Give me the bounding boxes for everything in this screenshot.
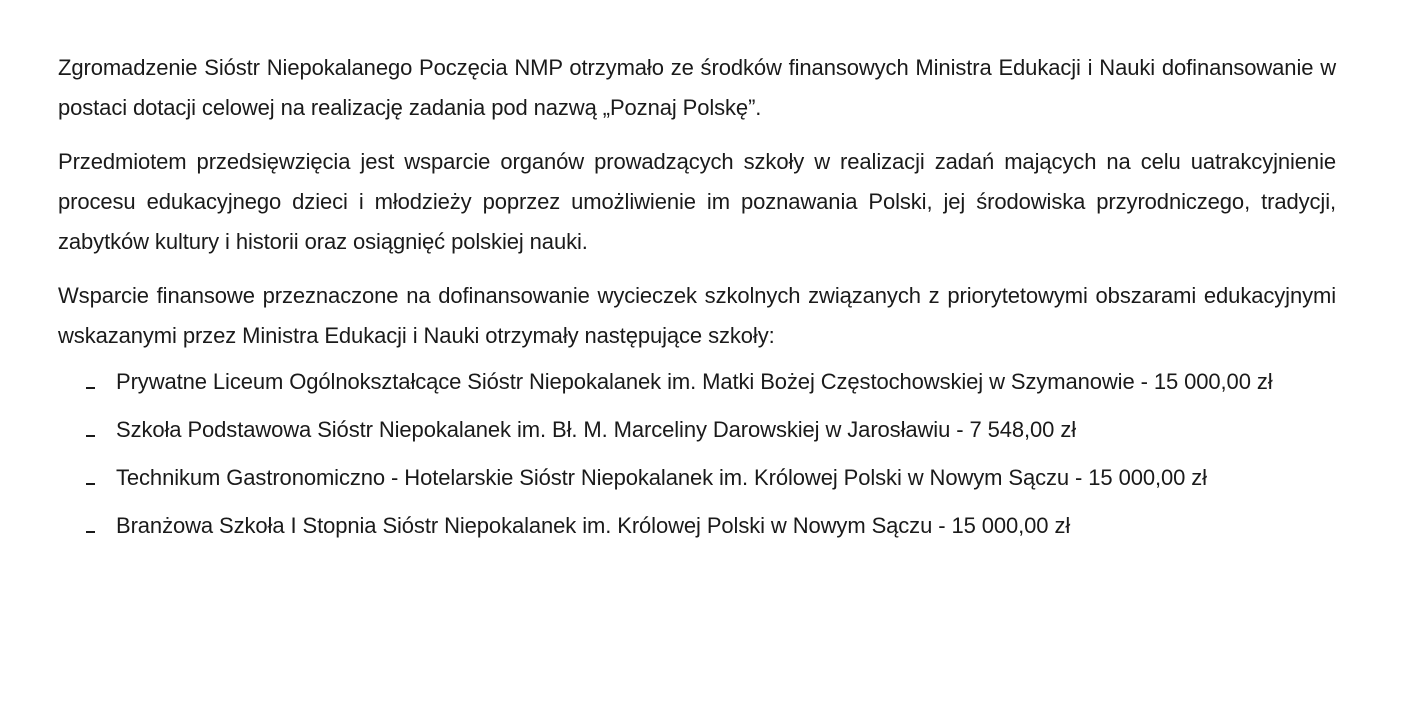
list-item xyxy=(58,362,1336,402)
funding-paragraph: Wsparcie finansowe przeznaczone na dofinansowanie wycieczek szkolnych związanych z priorytetowymi obszarami edukacyjnymi wskazanymi przez Ministra Edukacji i Nauki otrzymały następujące szkoły: xyxy=(58,283,1336,348)
intro-paragraph: Zgromadzenie Sióstr Niepokalanego Poczęcia NMP otrzymało ze środków finansowych Ministra Edukacji i Nauki dofinansowanie w postaci dotacji celowej na realizację zadania pod nazwą „Poznaj Polskę”. xyxy=(58,55,1336,120)
document-page xyxy=(58,48,1336,554)
school-entry-text: Branżowa Szkoła I Stopnia Sióstr Niepokalanek im. Królowej Polski w Nowym Sączu - 15 000,00 zł xyxy=(116,513,1071,538)
purpose-paragraph: Przedmiotem przedsięwzięcia jest wsparcie organów prowadzących szkoły w realizacji zadań mających na celu uatrakcyjnienie procesu edukacyjnego dzieci i młodzieży poprzez umożliwienie im poznawania Polski, jej środowiska przyrodniczego, tradycji, zabytków kultury i historii oraz osiągnięć polskiej nauki. xyxy=(58,149,1336,254)
list-item xyxy=(58,506,1336,546)
list-item xyxy=(58,410,1336,450)
school-entry-text: Prywatne Liceum Ogólnokształcące Sióstr Niepokalanek im. Matki Bożej Częstochowskiej w Szymanowie - 15 000,00 zł xyxy=(116,369,1273,394)
list-item xyxy=(58,458,1336,498)
school-entry-text: Technikum Gastronomiczno - Hotelarskie Sióstr Niepokalanek im. Królowej Polski w Nowym Sączu - 15 000,00 zł xyxy=(116,465,1207,490)
school-list xyxy=(58,362,1336,546)
school-entry-text: Szkoła Podstawowa Sióstr Niepokalanek im. Bł. M. Marceliny Darowskiej w Jarosławiu - 7 548,00 zł xyxy=(116,417,1077,442)
